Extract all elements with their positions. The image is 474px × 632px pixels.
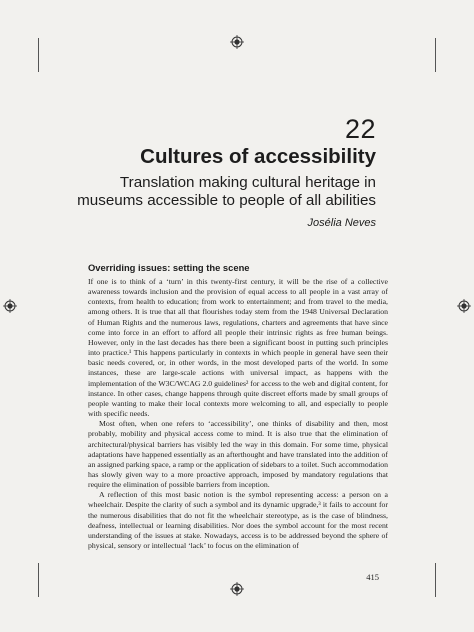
registration-mark-right-icon — [457, 299, 471, 313]
crop-mark-bottom-left — [38, 563, 39, 597]
registration-mark-left-icon — [3, 299, 17, 313]
crop-mark-bottom-right — [435, 563, 436, 597]
registration-mark-top-icon — [230, 35, 244, 49]
section-heading: Overriding issues: setting the scene — [88, 262, 250, 273]
crop-mark-top-right — [435, 38, 436, 72]
author-name: Josélia Neves — [307, 217, 376, 229]
paragraph: Most often, when one refers to ‘accessibility’, one thinks of disability and then, most probably, mobility and physical access come to mind. It is also true that the elimination of architectural/physical barriers has visibly led the way in this domain. For some time, physical adaptations have happened essentially as an afterthought and have translated into the addition of an assigned parking space, a ramp or the application of sidebars to a toilet. Such accommodation has slowly given way to a more proactive approach, imposed by mandatory regulations that require the elimination of possible barriers from inception. — [88, 419, 388, 490]
chapter-subtitle: Translation making cultural heritage in museums accessible to people of all abilities — [77, 174, 376, 209]
registration-mark-bottom-icon — [230, 582, 244, 596]
crop-mark-top-left — [38, 38, 39, 72]
page-number: 415 — [366, 572, 379, 582]
chapter-title: Cultures of accessibility — [140, 145, 376, 168]
paragraph: If one is to think of a ‘turn’ in this twenty-first century, it will be the rise of a collective awareness towards inclusion and the provision of equal access to all people in a vast array of contexts, from health to education; from work to entertainment; and from travel to the media, among others. It is true that all that flourishes today stem from the 1948 Universal Declaration of Human Rights and the numerous laws, regulations, charters and agreements that have since come into force in an effort to afford all people their intrinsic rights as free human beings. However, only in the last decades has there been a significant boost in putting such principles into practice.¹ This happens particularly in contexts in which people in general have seen their basic needs covered, or, in other words, in the most developed parts of the world. In some instances, these are large-scale actions with universal impact, as happens with the implementation of the W3C/WCAG 2.0 guidelines² for access to the web and digital content, for instance. In other cases, change happens through quite discreet efforts made by small groups of people wanting to make their local contexts more welcoming to all, and especially to people with specific needs. — [88, 277, 388, 419]
paragraph: A reflection of this most basic notion is the symbol representing access: a person on a wheelchair. Despite the clarity of such a symbol and its dynamic upgrade,³ it fails to account for the numerous disabilities that do not fit the wheelchair stereotype, as is the case of blindness, deafness, intellectual or learning disabilities. Nor does the symbol account for the most recent understanding of the issues at stake. Nowadays, access is to be addressed beyond the sphere of physical, sensory or intellectual ‘lack’ to focus on the elimination of — [88, 490, 388, 551]
body-text — [88, 277, 388, 551]
chapter-number: 22 — [344, 114, 376, 144]
